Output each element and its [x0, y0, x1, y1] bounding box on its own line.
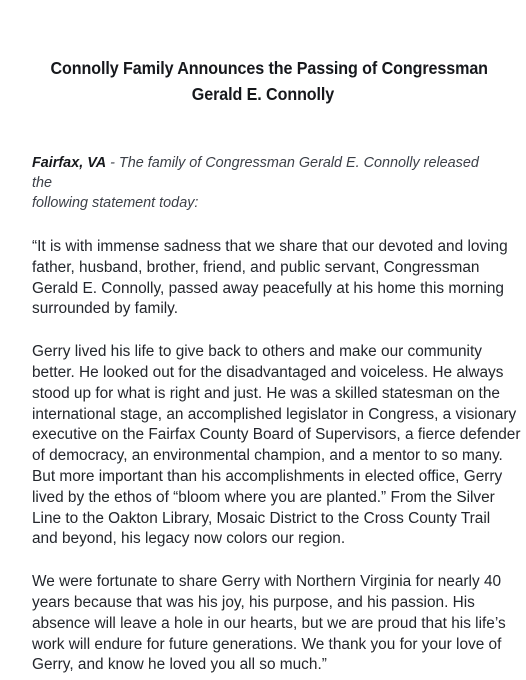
- dateline-text: following statement today:: [32, 195, 199, 211]
- paragraph-line: We were fortunate to share Gerry with Northern Virginia for nearly 40: [32, 573, 502, 591]
- title-line: Connolly Family Announces the Passing of Congressman: [50, 58, 488, 78]
- paragraph-line: executive on the Fairfax County Board of Supervisors, a fierce defender: [32, 426, 521, 444]
- paragraph-line: Gerry, and know he loved you all so much.”: [32, 656, 327, 674]
- statement-paragraph-1: [32, 237, 508, 320]
- paragraph-line: international stage, an accomplished legislator in Congress, a visionary: [32, 405, 517, 423]
- paragraph-line: Gerald E. Connolly, passed away peacefully at his home this morning: [32, 279, 504, 297]
- paragraph-line: years because that was his joy, his purpose, and his passion. His: [32, 593, 475, 611]
- paragraph-line: surrounded by family.: [32, 300, 178, 318]
- paragraph-line: stood up for what is right and just. He was a skilled statesman on the: [32, 384, 500, 402]
- paragraph-line: work will endure for future generations. We thank you for your love of: [32, 635, 502, 653]
- statement-paragraph-2: [32, 342, 521, 550]
- statement-paragraph-3: [32, 572, 506, 676]
- dateline: [32, 153, 494, 213]
- paragraph-line: Gerry lived his life to give back to others and make our community: [32, 343, 482, 361]
- paragraph-line: lived by the ethos of “bloom where you are planted.” From the Silver: [32, 488, 495, 506]
- paragraph-line: Line to the Oakton Library, Mosaic District to the Cross County Trail: [32, 509, 491, 527]
- paragraph-line: of democracy, an environmental champion, and a mentor to so many.: [32, 447, 503, 465]
- paragraph-line: father, husband, brother, friend, and public servant, Congressman: [32, 258, 480, 276]
- statement-document: [32, 55, 521, 676]
- paragraph-line: But more important than his accomplishments in elected office, Gerry: [32, 467, 503, 485]
- paragraph-line: better. He looked out for the disadvantaged and voiceless. He always: [32, 363, 504, 381]
- paragraph-line: “It is with immense sadness that we share that our devoted and loving: [32, 238, 508, 255]
- paragraph-line: and beyond, his legacy now colors our region.: [32, 530, 346, 548]
- dateline-text: - The family of Congressman Gerald E. Connolly released the: [32, 155, 479, 191]
- page-title: [50, 55, 488, 107]
- dateline-location: Fairfax, VA: [32, 155, 107, 171]
- title-line: Gerald E. Connolly: [191, 84, 335, 104]
- paragraph-line: absence will leave a hole in our hearts, but we are proud that his life’s: [32, 614, 506, 632]
